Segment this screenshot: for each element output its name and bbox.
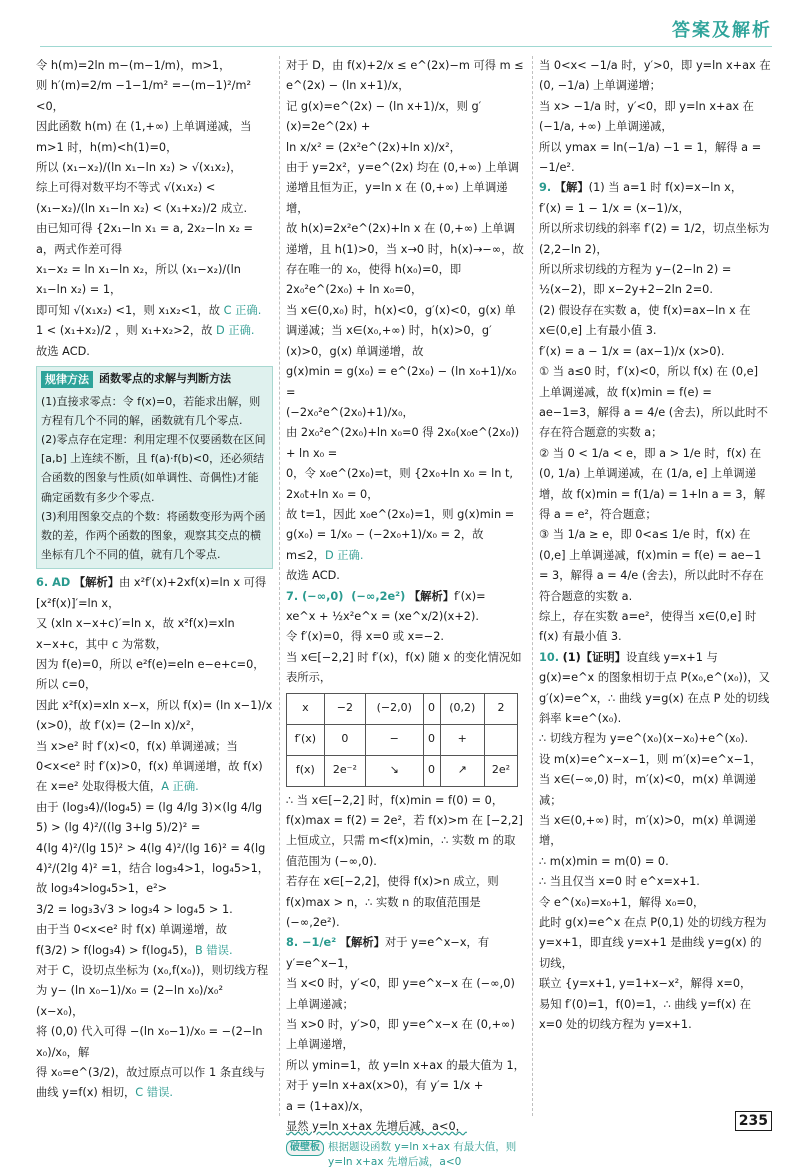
- text-line: 综上，存在实数 a=e²，使得当 x∈(0,e] 时 f(x) 有最小值 3.: [539, 609, 760, 644]
- table-cell: 2e⁻²: [324, 755, 365, 786]
- text-line: 此时 g(x)=e^x 在点 P(0,1) 处的切线方程为 y=x+1，即直线 y=x+1 是曲线 y=g(x) 的切线，: [539, 916, 771, 970]
- text-line: 4(lg 4)²/(lg 15)² > 4(lg 4)²/(lg 16)² = 4(lg 4)²/(2lg 4)² =1，结合 log₃4>1，log₄5>1，故 log₃4>log₄5>1，e²>: [36, 841, 270, 896]
- table-row: [287, 724, 518, 755]
- text-line: 因此 x²f(x)=xln x−x，所以 f(x)= (ln x−1)/x (x>0)，故 f′(x)= (2−ln x)/x²，: [36, 698, 276, 733]
- text-line: f′(x) = a − 1/x = (ax−1)/x (x>0).: [539, 344, 725, 358]
- wrong-mark: C 错误.: [135, 1086, 173, 1100]
- question-number: 8. −1/e²: [286, 936, 337, 950]
- text-line: 综上可得对数平均不等式 √(x₁x₂) < (x₁−x₂)/(ln x₁−ln x₂) < (x₁+x₂)/2 成立.: [36, 181, 248, 215]
- question-9: [539, 178, 771, 198]
- question-number: 6. AD: [36, 576, 71, 590]
- table-cell: x: [287, 693, 325, 724]
- text-line: 当 x∈[−2,2] 时 f′(x)，f(x) 随 x 的变化情况如表所示，: [286, 650, 522, 685]
- page-header: [672, 16, 772, 42]
- table-cell: ↗: [440, 755, 484, 786]
- text-line: (2) 假设存在实数 a，使 f(x)=ax−ln x 在 x∈(0,e] 上有最小值 3.: [539, 303, 755, 338]
- text-line: [36, 737, 273, 798]
- table-cell: 2e²: [484, 755, 517, 786]
- question-8: [286, 933, 526, 974]
- table-cell: ↘: [366, 755, 423, 786]
- analysis-tag: 【解析】: [73, 576, 120, 590]
- text-line: 设 m(x)=e^x−x−1，则 m′(x)=e^x−1，: [539, 752, 762, 766]
- text-span: (1) 当 a=1 时 f(x)=x−ln x，: [588, 181, 743, 195]
- text-line: 故 h(x)=2x²e^(2x)+ln x 在 (0,+∞) 上单调递增，且 h(1)>0，当 x→0 时，h(x)→−∞，故存在唯一的 x₀，使得 h(x₀)=0，即 2x₀²e^(2x₀) + ln x₀=0，: [286, 222, 524, 297]
- text-line: ② 当 0 < 1/a < e，即 a > 1/e 时，f(x) 在 (0, 1/a) 上单调递减，在 (1/a, e] 上单调递增，故 f(x)min = f(1/a) = 1+ln a = 3，解得 a = e²，符合题意；: [539, 446, 766, 521]
- breakthrough-note: [286, 1140, 526, 1170]
- text-line: 对于 D，由 f(x)+2/x ≤ e^(2x)−m 可得 m ≤: [286, 59, 524, 72]
- text-span: f(3/2) > f(log₃4) > f(log₄5)，: [36, 943, 196, 957]
- text-line: 所以所求切线的斜率 f′(2) = 1/2，切点坐标为 (2,2−ln 2)，: [539, 222, 774, 256]
- text-line: 当 x>0 时，y′>0，即 y=e^x−x 在 (0,+∞) 上单调递增，: [286, 1018, 519, 1052]
- question-number: 10.: [539, 650, 560, 664]
- text-span: 设直线 y=x+1 与 g(x)=e^x 的图象相切于点 P(x₀,e^(x₀))，又 g′(x)=e^x，∴ 曲线 y=g(x) 在点 P 处的切线斜率 k=e^(x₀).: [539, 650, 774, 725]
- table-cell: −2: [324, 693, 365, 724]
- text-line: 当 x> −1/a 时，y′<0，即 y=ln x+ax 在: [539, 99, 754, 113]
- text-line: (−2x₀²e^(2x₀)+1)/x₀，: [286, 405, 414, 419]
- table-cell: 2: [484, 693, 517, 724]
- text-line: 由于 y=2x²，y=e^(2x) 均在 (0,+∞) 上单调递增且恒为正，y=ln x 在 (0,+∞) 上单调递增，: [286, 161, 520, 215]
- text-line: 由 2x₀²e^(2x₀)+ln x₀=0 得 2x₀(x₀e^(2x₀)) + ln x₀ =: [286, 426, 523, 460]
- table-row: [287, 693, 518, 724]
- text-line: ∴ m(x)min = m(0) = 0.: [539, 854, 669, 868]
- text-span: 由 x²f′(x)+2xf(x)=ln x 可得 [x²f(x)]′=ln x，: [36, 576, 270, 610]
- question-7: [286, 587, 526, 607]
- text-line: 故选 ACD.: [286, 569, 340, 583]
- text-line: 所以 ymin=1，故 y=ln x+ax 的最大值为 1，: [286, 1058, 525, 1072]
- wrong-mark: B 错误.: [195, 943, 233, 957]
- text-line: 因为 f(e)=0，所以 e²f(e)=eln e−e+c=0，所以 c=0，: [36, 657, 265, 692]
- text-line: ∴ 当 x∈[−2,2] 时，f(x)min = f(0) = 0，: [286, 793, 504, 807]
- text-line: 所以所求切线的方程为 y−(2−ln 2) = ½(x−2)，即 x−2y+2−2ln 2=0.: [539, 263, 735, 297]
- method-title: 函数零点的求解与判断方法: [99, 372, 231, 386]
- right-column: [539, 56, 774, 1036]
- table-cell: −: [366, 724, 423, 755]
- method-item: (3)利用图象交点的个数：将函数变形为两个函数的差，作两个函数的图象，观察其交点的横坐标有几个不同的值，就有几个零点.: [41, 509, 266, 562]
- text-line: e^(2x) − (ln x+1)/x，: [286, 79, 410, 93]
- table-row: [287, 755, 518, 786]
- text-line: 联立 {y=x+1, y=1+x−x²，解得 x=0，: [539, 977, 752, 991]
- method-box: [36, 366, 273, 569]
- method-tag: 规律方法: [41, 371, 93, 388]
- table-cell: 0: [423, 755, 440, 786]
- text-line: 若存在 x∈[−2,2]，使得 f(x)>n 成立，则 f(x)max > n，∴ 实数 n 的取值范围是 (−∞,2e²).: [286, 875, 503, 930]
- correct-mark: C 正确.: [223, 303, 262, 317]
- column-divider: [279, 56, 281, 1116]
- analysis-tag: 【解析】: [408, 589, 455, 603]
- text-line: 0，令 x₀e^(2x₀)=t，则 {2x₀+ln x₀ = ln t, 2x₀t+ln x₀ = 0，: [286, 467, 517, 501]
- text-line: [286, 1117, 526, 1137]
- text-line: 所以 (x₁−x₂)/(ln x₁−ln x₂) > √(x₁x₂)，: [36, 161, 242, 175]
- header-title: 答案及解析: [672, 20, 772, 41]
- text-line: 当 0<x< −1/a 时，y′>0，即 y=ln x+ax 在: [539, 59, 771, 72]
- proof-tag: (1)【证明】: [562, 650, 626, 664]
- question-number: 7. (−∞,0) (−∞,2e²): [286, 589, 406, 603]
- text-line: (0, −1/a) 上单调递增；: [539, 79, 661, 93]
- text-line: 所以 ymax = ln(−1/a) −1 = 1，解得 a = −1/e².: [539, 140, 765, 175]
- text-line: 3/2 = log₃3√3 > log₃4 > log₄5 > 1.: [36, 902, 233, 916]
- table-cell: [484, 724, 517, 755]
- method-item: (2)零点存在定理：利用定理不仅要函数在区间 [a,b] 上连续不断，且 f(a)·f(b)<0，还必须结合函数的图象与性质(如单调性、奇偶性)才能确定函数有多少个零点.: [41, 432, 270, 504]
- text-line: ∴ 切线方程为 y=e^(x₀)(x−x₀)+e^(x₀).: [539, 732, 749, 746]
- text-line: 由于当 0<x<e² 时 f(x) 单调递增，故: [36, 923, 228, 937]
- text-line: 又 (xln x−x+c)′=ln x，故 x²f(x)=xln x−x+c，其中 c 为常数，: [36, 617, 239, 651]
- question-number: 9.: [539, 181, 552, 195]
- text-line: ln x/x² = (2x²e^(2x)+ln x)/x²，: [286, 140, 461, 154]
- text-line: ① 当 a≤0 时，f′(x)<0，所以 f(x) 在 (0,e] 上单调递减，故 f(x)min = f(e) = ae−1=3，解得 a = 4/e (舍去)，所以此时不存在符合题意的实数 a；: [539, 365, 768, 440]
- text-line: [286, 505, 526, 566]
- table-cell: f′(x): [287, 724, 325, 755]
- text-line: [36, 301, 273, 321]
- text-line: 当 x∈(−∞,0) 时，m′(x)<0，m(x) 单调递减；: [539, 773, 757, 807]
- text-line: f′(x) = 1 − 1/x = (x−1)/x，: [539, 201, 690, 215]
- text-line: [36, 1063, 273, 1104]
- table-cell: 0: [423, 693, 440, 724]
- text-span: 对于 y=e^x−x，有 y′=e^x−1，: [286, 936, 493, 970]
- text-line: 易知 f′(0)=1，f(0)=1，∴ 曲线 y=f(x) 在 x=0 处的切线方程为 y=x+1.: [539, 997, 755, 1032]
- text-span: 得 x₀=e^(3/2)，故过原点可以作 1 条直线与曲线 y=f(x) 相切，: [36, 1066, 265, 1100]
- column-divider: [532, 56, 534, 1116]
- solution-tag: 【解】: [554, 181, 589, 195]
- text-line: 将 (0,0) 代入可得 −(ln x₀−1)/x₀ = −(2−ln x₀)/x₀，解: [36, 1025, 267, 1059]
- text-line: ③ 当 1/a ≥ e，即 0<a≤ 1/e 时，f(x) 在 (0,e] 上单调递减，f(x)min = f(e) = ae−1 = 3，解得 a = 4/e (舍去)，所以此时不存在符合题意的实数 a.: [539, 528, 765, 603]
- method-head: [41, 369, 268, 389]
- text-line: 当 x∈(0,x₀) 时，h(x)<0，g′(x)<0，g(x) 单调递减；当 x∈(x₀,+∞) 时，h(x)>0，g′(x)>0，g(x) 单调递增，故: [286, 303, 516, 358]
- text-line: [36, 941, 273, 961]
- table-cell: (0,2): [440, 693, 484, 724]
- text-line: ∴ 当且仅当 x=0 时 e^x=x+1.: [539, 875, 700, 889]
- table-cell: 0: [423, 724, 440, 755]
- question-10: [539, 648, 774, 730]
- text-line: 对于 C，设切点坐标为 (x₀,f(x₀))，则切线方程为 y− (ln x₀−1)/x₀ = (2−ln x₀)/x₀² (x−x₀)，: [36, 964, 269, 1018]
- text-line: f(x)max = f(2) = 2e²，若 f(x)>m 在 [−2,2] 上恒成立，只需 m<f(x)min，∴ 实数 m 的取值范围为 (−∞,0).: [286, 814, 527, 868]
- table-cell: 0: [324, 724, 365, 755]
- table-cell: f(x): [287, 755, 325, 786]
- left-column: [36, 56, 276, 1104]
- text-line: 记 g(x)=e^(2x) − (ln x+1)/x，则 g′(x)=2e^(2x) +: [286, 99, 482, 134]
- text-span: 即可知 √(x₁x₂) <1，则 x₁x₂<1，故: [36, 303, 224, 317]
- text-line: a = (1+ax)/x，: [286, 1099, 371, 1113]
- text-line: 则 h′(m)=2/m −1−1/m² =−(m−1)²/m² <0，: [36, 79, 255, 113]
- note-text: 根据题设函数 y=ln x+ax 有最大值，则 y=ln x+ax 先增后减，a<0: [328, 1140, 517, 1168]
- text-line: 令 h(m)=2ln m−(m−1/m)，m>1，: [36, 59, 231, 72]
- method-item: (1)直接求零点：令 f(x)=0，若能求出解，则方程有几个不同的解，函数就有几个零点.: [41, 394, 261, 427]
- page-number: 235: [735, 1111, 772, 1131]
- correct-mark: D 正确.: [216, 324, 255, 338]
- text-line: 当 x∈(0,+∞) 时，m′(x)>0，m(x) 单调递增，: [539, 814, 757, 848]
- text-line: xe^x + ½x²e^x = (xe^x/2)(x+2).: [286, 609, 479, 623]
- text-line: g(x)min = g(x₀) = e^(2x₀) − (ln x₀+1)/x₀ =: [286, 365, 520, 399]
- text-line: 故选 ACD.: [36, 344, 90, 358]
- correct-mark: D 正确.: [324, 548, 364, 562]
- text-line: (−1/a, +∞) 上单调递减，: [539, 120, 673, 134]
- text-span: 故 t=1，因此 x₀e^(2x₀)=1，则 g(x)min = g(x₀) = 1/x₀ − (−2x₀+1)/x₀ = 2，故 m≤2，: [286, 507, 518, 562]
- text-line: 因此函数 h(m) 在 (1,+∞) 上单调递减，当 m>1 时，h(m)<h(1)=0，: [36, 120, 255, 154]
- wavy-underline-text: 显然 y=ln x+ax 先增后减，a<0，: [286, 1120, 467, 1134]
- text-line: 由已知可得 {2x₁−ln x₁ = a, 2x₂−ln x₂ = a，两式作差可得: [36, 222, 257, 256]
- variation-table: [286, 693, 518, 787]
- table-cell: +: [440, 724, 484, 755]
- text-line: 令 e^(x₀)=x₀+1，解得 x₀=0，: [539, 895, 705, 909]
- analysis-tag: 【解析】: [339, 936, 385, 950]
- text-line: x₁−x₂ = ln x₁−ln x₂，所以 (x₁−x₂)/(ln x₁−ln x₂) = 1，: [36, 263, 245, 297]
- text-span: 1 < (x₁+x₂)/2 ，则 x₁+x₂>2，故: [36, 324, 217, 338]
- text-line: [36, 321, 273, 341]
- correct-mark: A 正确.: [161, 780, 199, 794]
- text-line: 当 x<0 时，y′<0，即 y=e^x−x 在 (−∞,0) 上单调递减；: [286, 977, 519, 1011]
- text-span: 当 x>e² 时 f′(x)<0，f(x) 单调递减；当 0<x<e² 时 f′(x)>0，f(x) 单调递增，故 f(x) 在 x=e² 处取得极大值，: [36, 739, 267, 794]
- text-line: 由于 (log₃4)/(log₄5) = (lg 4/lg 3)×(lg 4/lg 5) > (lg 4)²/((lg 3+lg 5)/2)² =: [36, 800, 266, 835]
- header-rule: [40, 46, 772, 47]
- question-6: [36, 573, 273, 614]
- text-line: 令 f′(x)=0，得 x=0 或 x=−2.: [286, 630, 444, 644]
- text-line: 对于 y=ln x+ax(x>0)，有 y′= 1/x +: [286, 1079, 484, 1093]
- table-cell: (−2,0): [366, 693, 423, 724]
- middle-column: [286, 56, 526, 1170]
- text-span: f′(x)=: [454, 589, 486, 603]
- note-tag: 破壁板: [286, 1140, 324, 1156]
